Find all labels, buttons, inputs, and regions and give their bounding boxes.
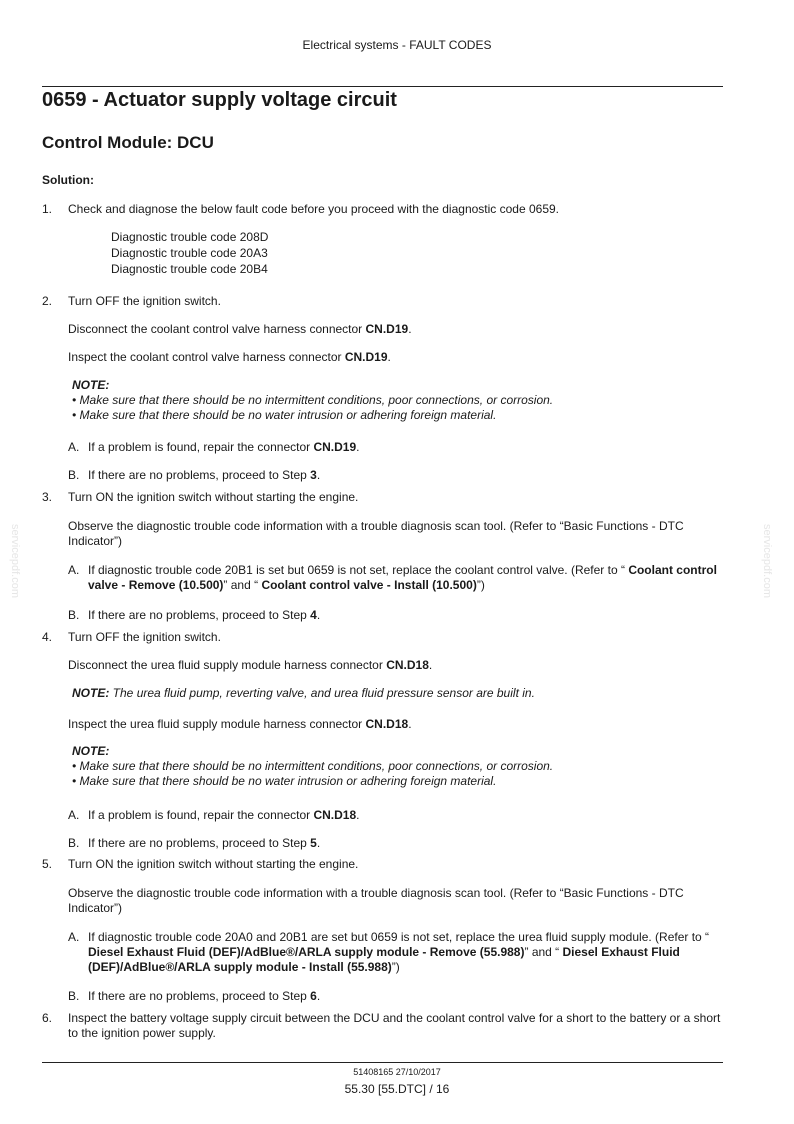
step-4-inspect: Inspect the urea fluid supply module harness connector CN.D18. [68, 717, 412, 731]
watermark-left: servicepdf.com [8, 524, 21, 598]
page-title: 0659 - Actuator supply voltage circuit [42, 89, 397, 111]
step-6-text: Inspect the battery voltage supply circuit between the DCU and the coolant control valve for a short to the battery or a short to the ignition power supply. [68, 1011, 721, 1040]
step-1-text: Check and diagnose the below fault code before you proceed with the diagnostic code 0659. [68, 202, 560, 216]
step-4-note: NOTE: • Make sure that there should be no intermittent conditions, poor connections, or corrosion. • Make sure that there should be no water intrusion or adhering foreign material. [72, 744, 554, 788]
step-4-number: 4. [42, 630, 53, 644]
step-3-text: Turn ON the ignition switch without starting the engine. [68, 490, 359, 504]
step-5-text: Turn ON the ignition switch without starting the engine. [68, 857, 359, 871]
solution-label: Solution: [42, 173, 94, 187]
footer-page-number: 55.30 [55.DTC] / 16 [344, 1082, 450, 1096]
step-2-option-b: B. If there are no problems, proceed to Step 3. [68, 468, 321, 482]
step-2-option-a: A. If a problem is found, repair the connector CN.D19. [68, 440, 360, 454]
step-6-number: 6. [42, 1011, 53, 1025]
header-rule [42, 86, 723, 87]
step-3-option-b: B. If there are no problems, proceed to Step 4. [68, 608, 321, 622]
trouble-code-item: Diagnostic trouble code 20B4 [111, 262, 268, 276]
step-5-option-b: B. If there are no problems, proceed to Step 6. [68, 989, 321, 1003]
step-3-number: 3. [42, 490, 53, 504]
step-5-option-a: A. If diagnostic trouble code 20A0 and 20B1 are set but 0659 is not set, replace the urea fluid supply module. (Refer to “ Diesel Exhaust Fluid (DEF)/AdBlue®/ARLA supply module - Remove (55.988)” and “ Diesel Exhaust Fluid (DEF)/AdBlue®/ARLA supply module - Install (55.988)”) [68, 930, 710, 974]
step-4-option-b: B. If there are no problems, proceed to Step 5. [68, 836, 321, 850]
running-header: Electrical systems - FAULT CODES [302, 38, 492, 52]
watermark-right: servicepdf.com [760, 524, 773, 598]
control-module-heading: Control Module: DCU [42, 133, 214, 152]
step-2-disconnect: Disconnect the coolant control valve harness connector CN.D19. [68, 322, 412, 336]
step-4-inline-note: NOTE: The urea fluid pump, reverting valve, and urea fluid pressure sensor are built in. [72, 686, 535, 700]
step-1-number: 1. [42, 202, 53, 216]
step-4-option-a: A. If a problem is found, repair the connector CN.D18. [68, 808, 360, 822]
step-3-observe: Observe the diagnostic trouble code information with a trouble diagnosis scan tool. (Refer to “Basic Functions - DTC Indicator”) [68, 519, 684, 548]
footer-doc-ref: 51408165 27/10/2017 [353, 1067, 441, 1077]
step-5-number: 5. [42, 857, 53, 871]
step-4-disconnect: Disconnect the urea fluid supply module harness connector CN.D18. [68, 658, 433, 672]
step-2-inspect: Inspect the coolant control valve harness connector CN.D19. [68, 350, 391, 364]
step-2-number: 2. [42, 294, 53, 308]
step-3-option-a: A. If diagnostic trouble code 20B1 is set but 0659 is not set, replace the coolant control valve. (Refer to “ Coolant control valve - Remove (10.500)” and “ Coolant control valve - Install (10.500)”) [68, 563, 717, 592]
footer-rule [42, 1062, 723, 1063]
step-4-text: Turn OFF the ignition switch. [68, 630, 221, 644]
step-2-text: Turn OFF the ignition switch. [68, 294, 221, 308]
trouble-code-item: Diagnostic trouble code 208D [111, 230, 269, 244]
step-2-note: NOTE: • Make sure that there should be no intermittent conditions, poor connections, or corrosion. • Make sure that there should be no water intrusion or adhering foreign material. [72, 378, 554, 422]
step-5-observe: Observe the diagnostic trouble code information with a trouble diagnosis scan tool. (Refer to “Basic Functions - DTC Indicator”) [68, 886, 684, 915]
trouble-code-item: Diagnostic trouble code 20A3 [111, 246, 268, 260]
